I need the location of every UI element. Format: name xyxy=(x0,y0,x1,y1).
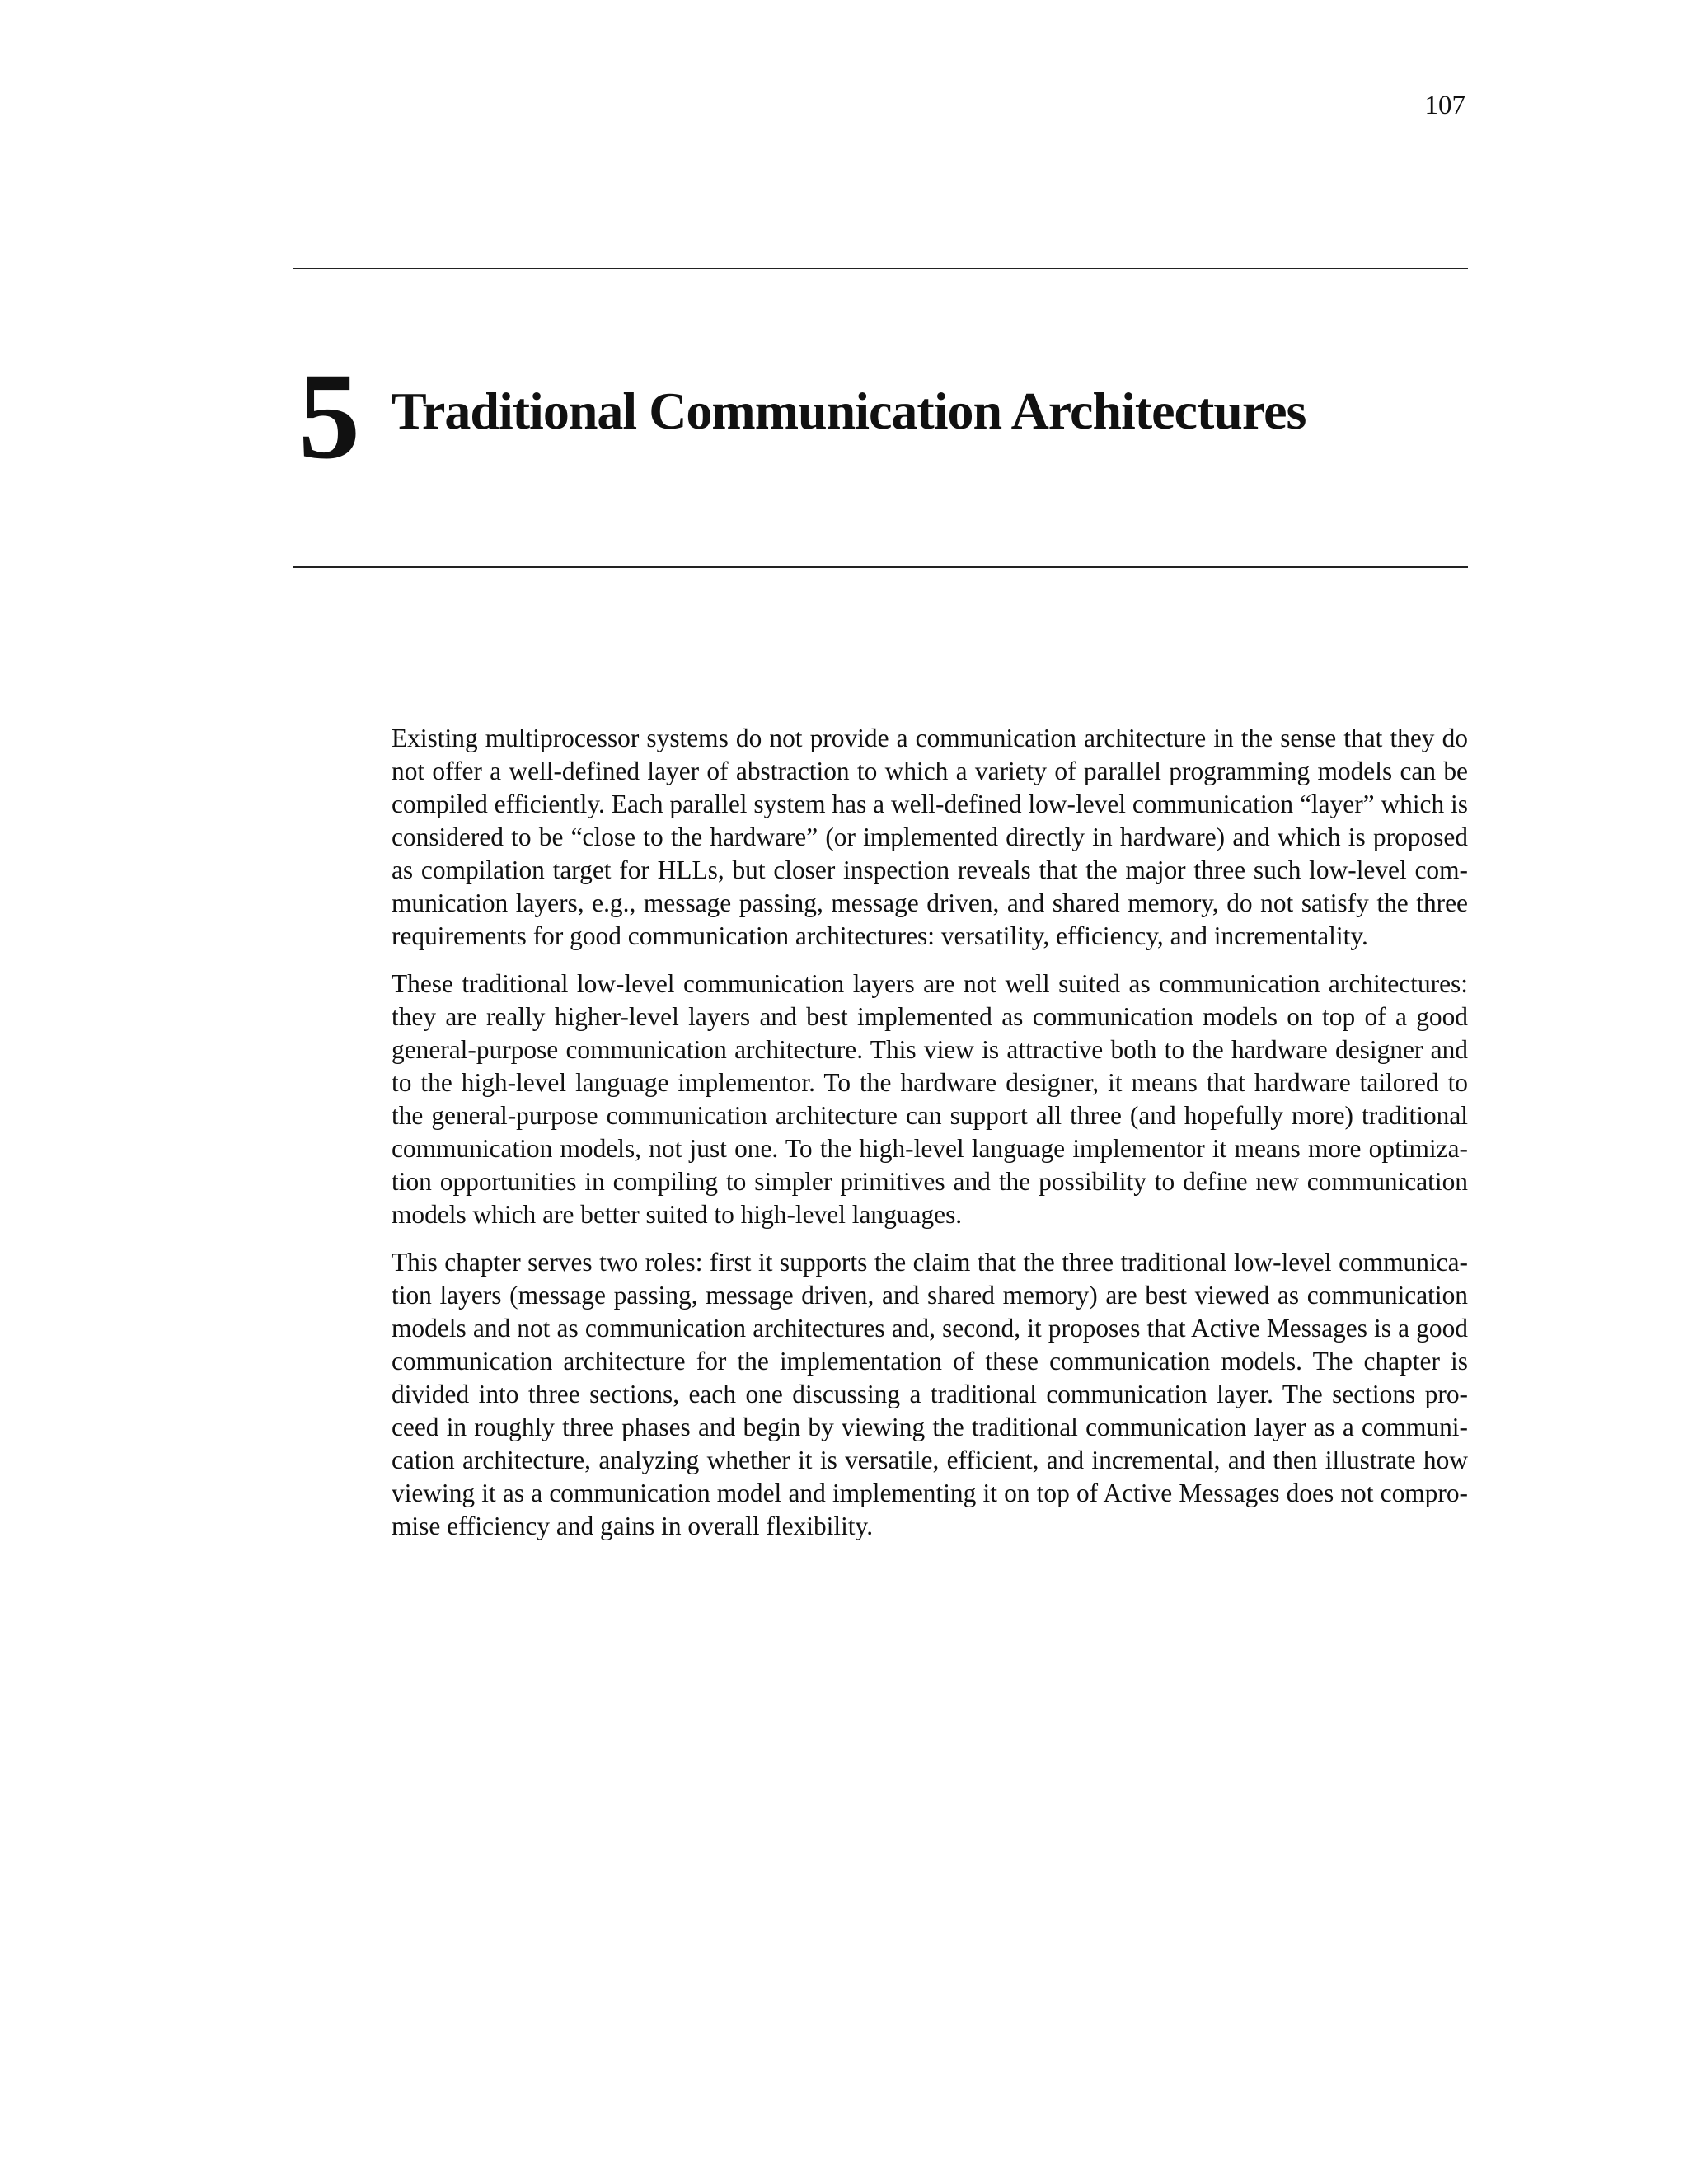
paragraph-1: Existing multiprocessor systems do not provide a communication architecture in the sense that they do not offer a well-defined layer of abstraction to which a variety of parallel programming models can be compiled efficiently. Each parallel system has a well-defined low-level communication “layer” which is considered to be “close to the hardware” (or implemented directly in hardware) and which is proposed as compilation target for HLLs, but closer inspection reveals that the major three such low-level communication layers, e.g., message passing, message driven, and shared memory, do not satisfy the three requirements for good communication architectures: versatility, efficiency, and incrementality. xyxy=(392,724,1468,950)
top-rule xyxy=(293,268,1468,269)
chapter-number: 5 xyxy=(298,348,359,485)
bottom-rule xyxy=(293,566,1468,568)
body-text xyxy=(392,722,1468,1558)
paragraph-2: These traditional low-level communication layers are not well suited as communication architectures: they are really higher-level layers and best implemented as communication models on top of a good general-purpose communication architecture. This view is attractive both to the hardware designer and to the high-level language implementor. To the hardware designer, it means that hardware tailored to the general-purpose communication architecture can support all three (and hopefully more) traditional communication models, not just one. To the high-level language implementor it means more optimization opportunities in compiling to simpler primitives and the possibility to define new communication models which are better suited to high-level languages. xyxy=(392,969,1468,1229)
paragraph-3: This chapter serves two roles: first it supports the claim that the three traditional low-level communication layers (message passing, message driven, and shared memory) are best viewed as communication models and not as communication architectures and, second, it proposes that Active Messages is a good communication architecture for the implementation of these communication models. The chapter is divided into three sections, each one discussing a traditional communication layer. The sections proceed in roughly three phases and begin by viewing the traditional communication layer as a communication architecture, analyzing whether it is versatile, efficient, and incremental, and then illustrate how viewing it as a communication model and implementing it on top of Active Messages does not compromise efficiency and gains in overall flexibility. xyxy=(392,1248,1468,1540)
chapter-title: Traditional Communication Architectures xyxy=(392,382,1306,440)
page-number: 107 xyxy=(1424,91,1465,120)
